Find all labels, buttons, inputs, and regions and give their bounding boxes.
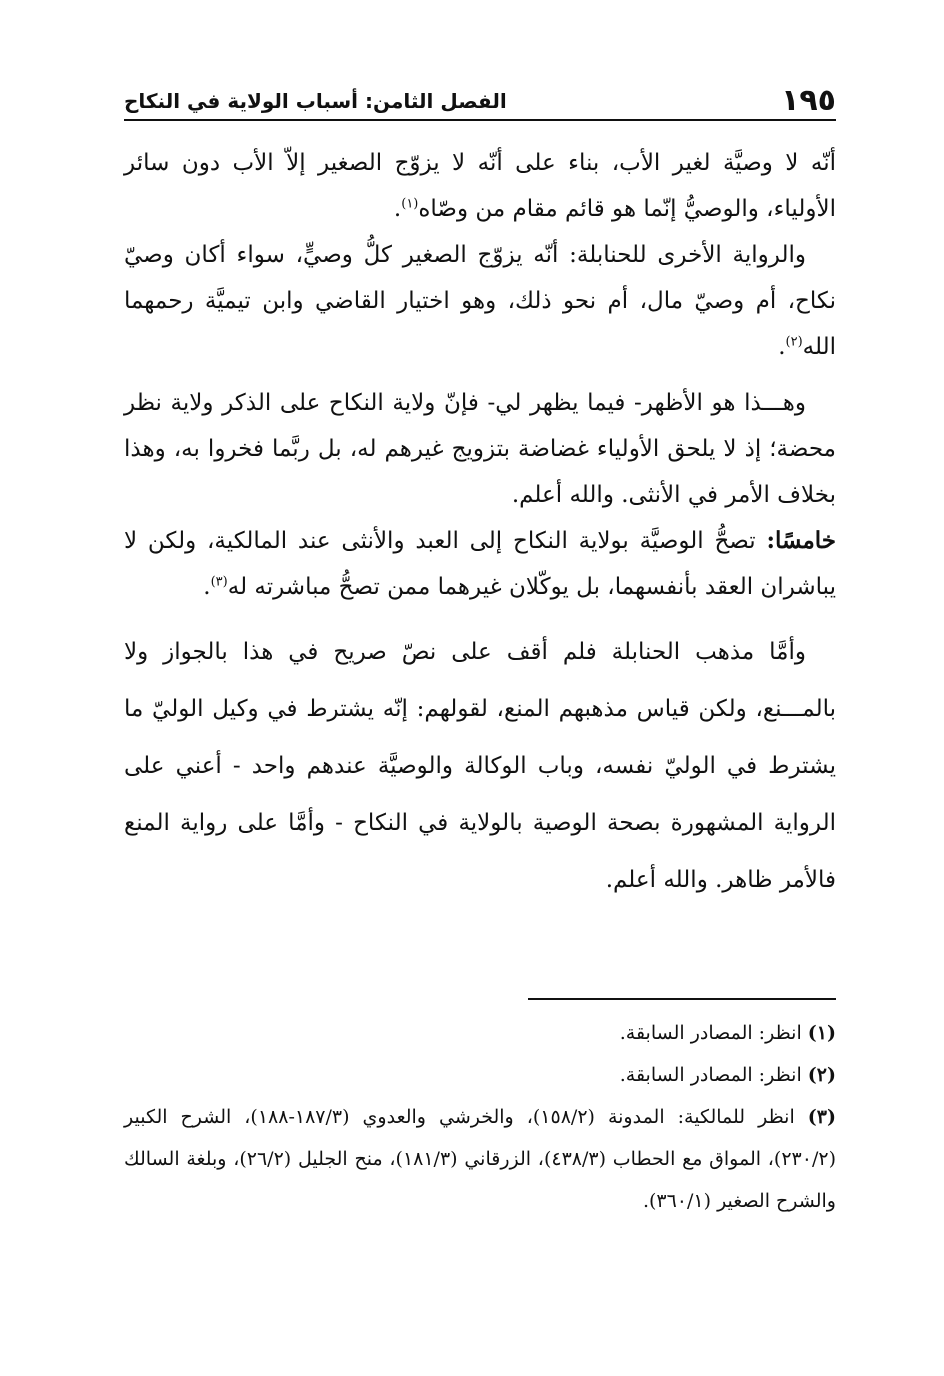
footnote-3-text: انظر للمالكية: المدونة (١٥٨/٢)، والخرشي والعدوي (١٨٧/٣-١٨٨)، الشرح الكبير (٢٣٠/٢)، المواق مع الحطاب (٤٣٨/٣)، الزرقاني (١٨١/٣)، منح الجليل (٢٦/٢)، وبلغة السالك والشرح الصغير (٣٦٠/١). (124, 1106, 836, 1212)
footnotes (124, 1012, 836, 1222)
footnote-2 (124, 1054, 836, 1096)
header-rule (124, 119, 836, 121)
footnote-3 (124, 1096, 836, 1222)
page-number: ١٩٥ (781, 83, 836, 118)
footnote-2-text: انظر: المصادر السابقة. (619, 1064, 802, 1086)
paragraph-4: خامسًا: تصحُّ الوصيَّة بولاية النكاح إلى العبد والأنثى عند المالكية، ولكن لا يباشران العقد بأنفسهما، بل يوكّلان غيرهما ممن تصحُّ مباشرته له$^{(٣)}$. (124, 527, 837, 600)
footnote-1 (124, 1012, 836, 1054)
footnote-ref-2: (٢) (785, 334, 803, 350)
footnote-separator (528, 998, 836, 1000)
footnote-ref-3: (٣) (210, 574, 228, 590)
main-text (124, 140, 836, 909)
footnote-1-text: انظر: المصادر السابقة. (619, 1022, 802, 1044)
paragraph-1: أنّه لا وصيَّة لغير الأب، بناء على أنّه لا يزوّج الصغير إلاّ الأب دون سائر الأولياء، والوصيُّ إنّما هو قائم مقام من وصّاه$^{(١)}$. (124, 150, 836, 222)
footnote-2-number: (٢) (807, 1064, 836, 1086)
paragraph-4-text: تصحُّ الوصيَّة بولاية النكاح إلى العبد والأنثى عند المالكية، ولكن لا يباشران العقد بأنفسهما، بل يوكّلان غيرهما ممن تصحُّ مباشرته له (124, 528, 836, 600)
footnote-1-number: (١) (807, 1022, 836, 1044)
page-header (124, 84, 836, 118)
running-title: الفصل الثامن: أسباب الولاية في النكاح (124, 89, 507, 113)
paragraph-5: وأمَّا مذهب الحنابلة فلم أقف على نصّ صريح في هذا بالجواز ولا بالمـــنع، ولكن قياس مذهبهم المنع، لقولهم: إنّه يشترط في وكيل الوليّ ما يشترط في الوليّ نفسه، وباب الوكالة والوصيَّة عندهم واحد - أعني على الرواية المشهورة بصحة الوصية بالولاية في النكاح - وأمَّا على رواية المنع فالأمر ظاهر. والله أعلم. (124, 639, 836, 893)
paragraph-4-lead: خامسًا: (766, 527, 837, 554)
paragraph-3: وهـــذا هو الأظهر- فيما يظهر لي- فإنّ ولاية النكاح على الذكر ولاية نظر محضة؛ إذ لا يلحق الأولياء غضاضة بتزويج غيرهم له، بل ربَّما فخروا به، وهذا بخلاف الأمر في الأنثى. والله أعلم. (124, 390, 836, 508)
footnote-3-number: (٣) (807, 1106, 836, 1128)
paragraph-1-text: أنّه لا وصيَّة لغير الأب، بناء على أنّه لا يزوّج الصغير إلاّ الأب دون سائر الأولياء، والوصيُّ إنّما هو قائم مقام من وصّاه (124, 150, 836, 222)
paragraph-2: والرواية الأخرى للحنابلة: أنّه يزوّج الصغير كلُّ وصيٍّ، سواء أكان وصيّ نكاح، أم وصيّ مال، أم نحو ذلك، وهو اختيار القاضي وابن تيميَّة رحمهما الله$^{(٢)}$. (124, 242, 836, 360)
paragraph-2-text: والرواية الأخرى للحنابلة: أنّه يزوّج الصغير كلُّ وصيٍّ، سواء أكان وصيّ نكاح، أم وصيّ مال، أم نحو ذلك، وهو اختيار القاضي وابن تيميَّة رحمهما الله (124, 242, 836, 360)
footnote-ref-1: (١) (401, 196, 419, 212)
